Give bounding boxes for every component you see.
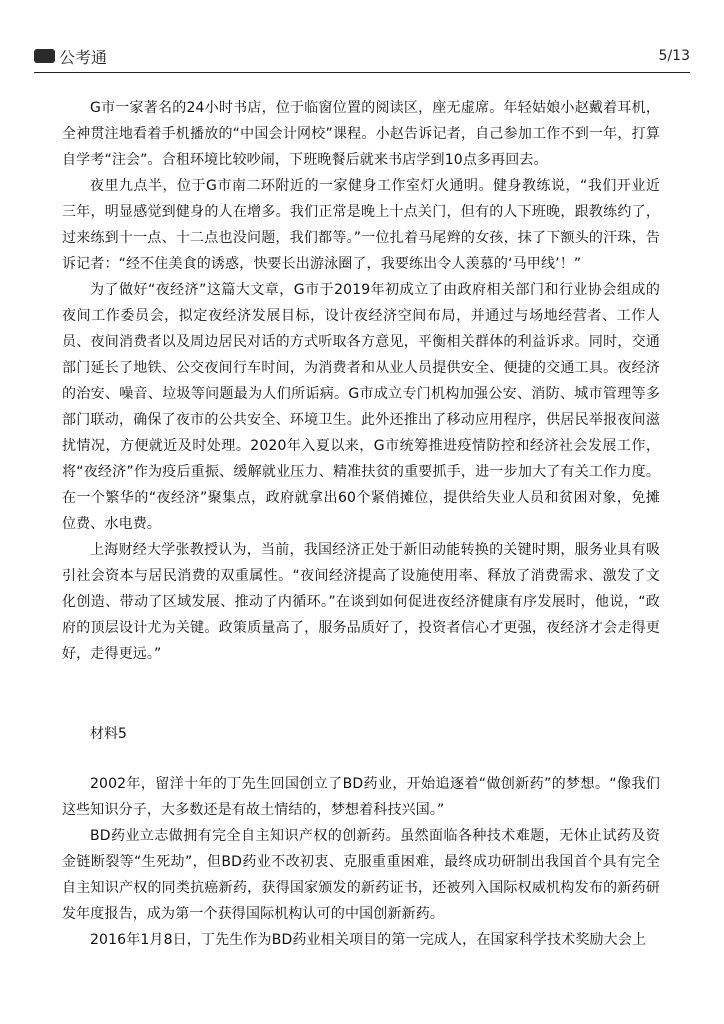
paragraph: 2016年1月8日，丁先生作为BD药业相关项目的第一完成人，在国家科学技术奖励大会上: [90, 932, 647, 948]
paragraph: BD药业立志做拥有完全自主知识产权的创新药。虽然面临各种技术难题，无休止试药及资金链断裂等“生死劫”，但BD药业不改初衷、克服重重困难，最终成功研制出我国首个具有完全自主知识产权的同类抗癌新药，获得国家颁发的新药证书，还被列入国际权威机构发布的新药研发年度报告，成为第一个获得国际机构认可的中国创新新药。: [62, 828, 660, 922]
section-heading: 材料5: [90, 726, 127, 742]
page-number: 5/13: [658, 48, 690, 64]
paragraph: G市一家著名的24小时书店，位于临窗位置的阅读区，座无虚席。年轻姑娘小赵戴着耳机，全神贯注地看着手机播放的“中国会计网校”课程。小赵告诉记者，自己参加工作不到一年，打算自学考“注会”。合租环境比较吵闹，下班晚餐后就来书店学到10点多再回去。: [62, 100, 660, 168]
page-header: [34, 44, 690, 73]
paragraph: 上海财经大学张教授认为，当前，我国经济正处于新旧动能转换的关键时期，服务业具有吸引社会资本与居民消费的双重属性。“夜间经济提高了设施使用率、释放了消费需求、激发了文化创造、带动了区域发展、推动了内循环。”在谈到如何促进夜经济健康有序发展时，他说，“政府的顶层设计尤为关键。政策质量高了，服务品质好了，投资者信心才更强，夜经济才会走得更好，走得更远。”: [62, 542, 660, 662]
article-body-material-5: [62, 771, 660, 953]
paragraph: 为了做好“夜经济”这篇大文章，G市于2019年初成立了由政府相关部门和行业协会组成的夜间工作委员会，拟定夜经济发展目标，设计夜经济空间布局，并通过与场地经营者、工作人员、夜间消费者以及周边居民对话的方式听取各方意见，平衡相关群体的利益诉求。同时，交通部门延长了地铁、公交夜间行车时间，为消费者和从业人员提供安全、便捷的交通工具。夜经济的治安、噪音、垃圾等问题最为人们所诟病。G市成立专门机构加强公安、消防、城市管理等多部门联动，确保了夜市的公共安全、环境卫生。此外还推出了移动应用程序，供居民举报夜间滋扰情况，方便就近及时处理。2020年入夏以来，G市统筹推进疫情防控和经济社会发展工作，将“夜经济”作为疫后重振、缓解就业压力、精准扶贫的重要抓手，进一步加大了有关工作力度。在一个繁华的“夜经济”聚集点，政府就拿出60个紧俏摊位，提供给失业人员和贫困对象，免摊位费、水电费。: [62, 282, 660, 532]
brand-name: 公考通: [59, 48, 108, 67]
logo-icon: [34, 49, 55, 63]
paragraph: 2002年，留洋十年的丁先生回国创立了BD药业，开始追逐着“做创新药”的梦想。“像我们这些知识分子，大多数还是有故土情结的，梦想着科技兴国。”: [62, 776, 660, 818]
paragraph: 夜里九点半，位于G市南二环附近的一家健身工作室灯火通明。健身教练说，“我们开业近三年，明显感觉到健身的人在增多。我们正常是晚上十点关门，但有的人下班晚，跟教练约了，过来练到十一点、十二点也没问题，我们都等。”一位扎着马尾辫的女孩，抹了下额头的汗珠，告诉记者：“经不住美食的诱惑，快要长出游泳圈了，我要练出令人羡慕的‘马甲线’！”: [62, 178, 660, 272]
article-body: [62, 95, 660, 667]
